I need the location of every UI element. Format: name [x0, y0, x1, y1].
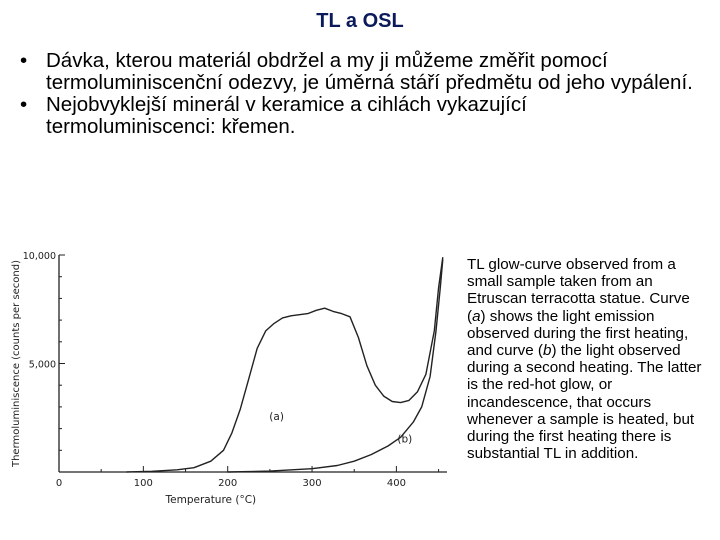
x-tick-label: 0 [55, 478, 63, 489]
slide-title: TL a OSL [316, 10, 404, 32]
y-tick-label: 5,000 [28, 359, 56, 371]
caption-text: ) shows the light emission observed during the first heating, and curve ( [467, 307, 689, 360]
curve-a [127, 257, 443, 472]
x-tick-label: 100 [133, 478, 153, 489]
caption-curve-b: b [542, 342, 552, 360]
bullet-list [20, 50, 700, 138]
series-label-a: (a) [269, 410, 284, 423]
x-tick-label: 300 [302, 478, 322, 489]
x-tick-label: 400 [386, 478, 406, 489]
y-axis-label: Thermoluminiscence (counts per second) [11, 259, 22, 468]
bullet-item: • Dávka, kterou materiál obdržel a my ji můžeme změřit pomocí termoluminiscenční odezvy, je úměrná stáří předmětu od jeho vypálení. [20, 50, 700, 94]
glow-curve-svg [5, 235, 465, 505]
caption-curve-a: a [472, 307, 481, 325]
y-tick-label: 10,000 [22, 251, 56, 262]
series-label-b: (b) [397, 433, 413, 446]
glow-curve-chart [5, 235, 465, 505]
caption-text: TL glow-curve observed from a small sample taken from an Etruscan terracotta statue. Curve ( [467, 256, 690, 325]
caption-text: ) the light observed during a second heating. The latter is the red-hot glow, or incandescence, that occurs whenever a sample is heated, but during the first heating there is substantial TL in addition. [467, 342, 702, 463]
x-tick-label: 200 [218, 478, 238, 489]
x-axis-label: Temperature (°C) [165, 494, 257, 505]
figure-caption [467, 256, 712, 462]
bullet-item: • Nejobvyklejší minerál v keramice a cihlách vykazující termoluminiscenci: křemen. [20, 94, 700, 138]
